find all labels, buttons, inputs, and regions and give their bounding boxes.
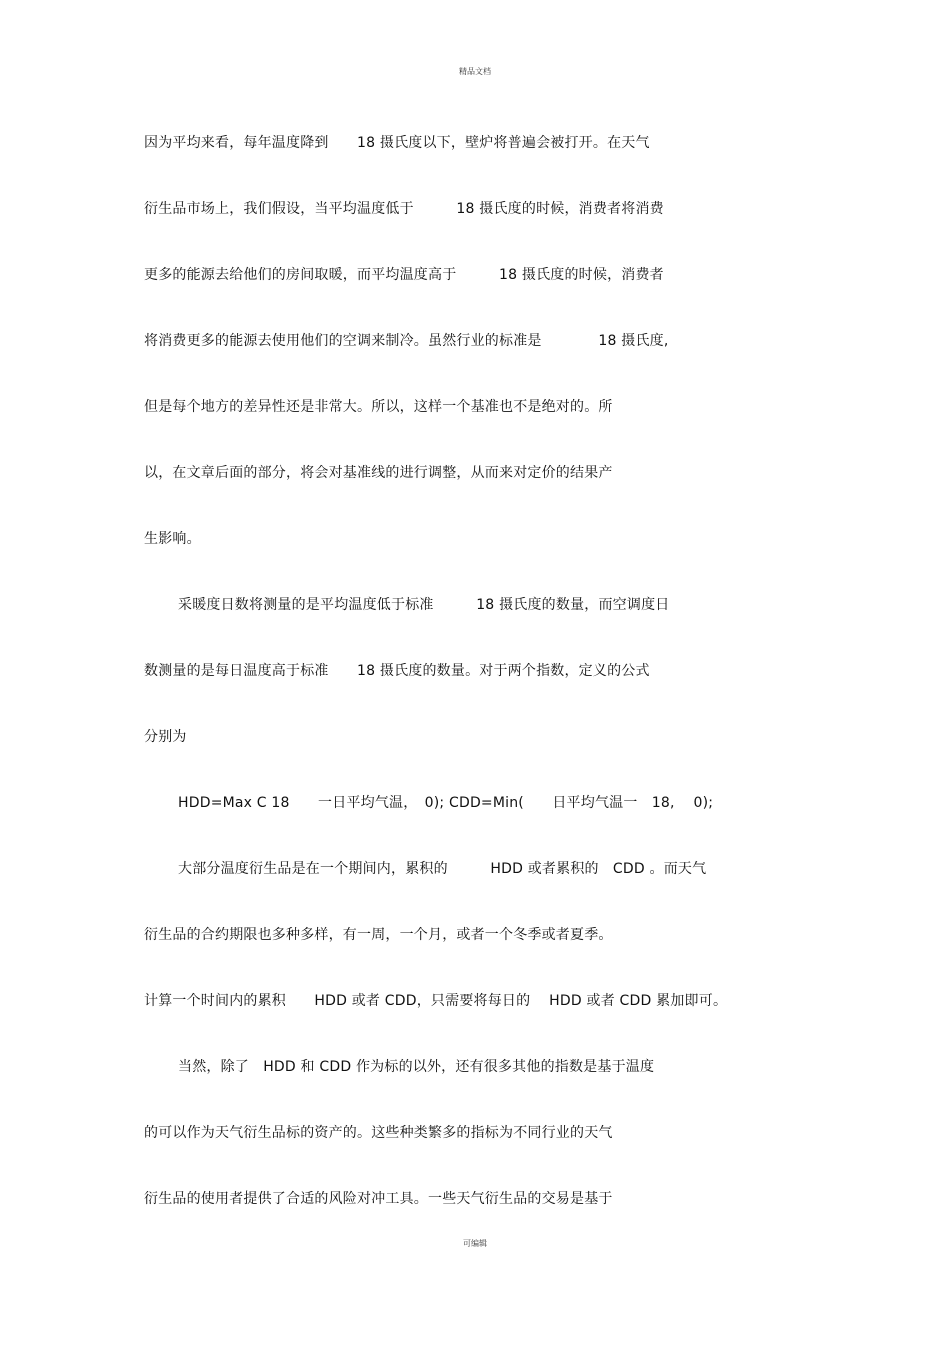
text-line: 计算一个时间内的累积 HDD 或者 CDD，只需要将每日的 HDD 或者 CDD 累加即可。	[144, 993, 728, 1009]
text-line: 衍生品的合约期限也多种多样，有一周，一个月，或者一个冬季或者夏季。	[144, 927, 613, 943]
text-line: 以，在文章后面的部分，将会对基准线的进行调整，从而来对定价的结果产	[144, 465, 613, 481]
text-line: 数测量的是每日温度高于标准 18 摄氏度的数量。对于两个指数，定义的公式	[144, 663, 650, 679]
text-line: 将消费更多的能源去使用他们的空调来制冷。虽然行业的标准是 18 摄氏度,	[144, 333, 669, 349]
text-line: 衍生品的使用者提供了合适的风险对冲工具。一些天气衍生品的交易是基于	[144, 1191, 613, 1207]
page-footer: 可编辑	[463, 1239, 487, 1248]
text-line: 分别为	[144, 729, 187, 745]
text-line: 大部分温度衍生品是在一个期间内，累积的 HDD 或者累积的 CDD 。而天气	[178, 861, 707, 877]
text-line: 但是每个地方的差异性还是非常大。所以，这样一个基准也不是绝对的。所	[144, 399, 613, 415]
text-line: 当然，除了 HDD 和 CDD 作为标的以外，还有很多其他的指数是基于温度	[178, 1059, 655, 1075]
text-line: 衍生品市场上，我们假设，当平均温度低于 18 摄氏度的时候，消费者将消费	[144, 201, 664, 217]
text-line: 生影响。	[144, 531, 201, 547]
text-line: 的可以作为天气衍生品标的资产的。这些种类繁多的指标为不同行业的天气	[144, 1125, 613, 1141]
page-header: 精品文档	[459, 67, 491, 76]
text-line: 因为平均来看，每年温度降到 18 摄氏度以下，壁炉将普遍会被打开。在天气	[144, 135, 650, 151]
text-line: 采暖度日数将测量的是平均温度低于标准 18 摄氏度的数量，而空调度日	[178, 597, 670, 613]
text-line: 更多的能源去给他们的房间取暖，而平均温度高于 18 摄氏度的时候，消费者	[144, 267, 664, 283]
formula-line: HDD=Max C 18 一日平均气温， 0); CDD=Min( 日平均气温一 18, 0);	[178, 795, 714, 811]
document-body	[144, 133, 824, 1255]
